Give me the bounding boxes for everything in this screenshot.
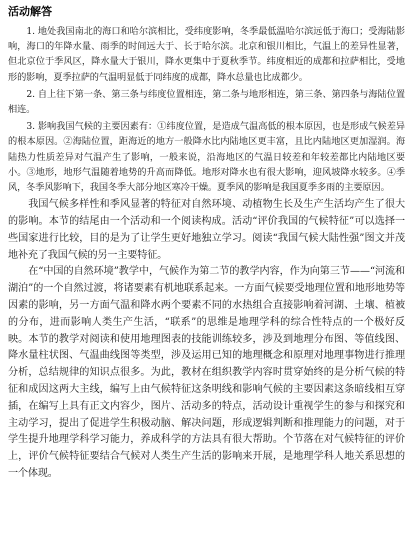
paragraph-2: 在“中国的自然环境”教学中，气候作为第二节的教学内容，作为向第三节——“河流和湖泊”的一个自然过渡，将诸要素有机地联系起来。一方面气候要受地理位置和地形地势等因素的影响，另一方面气温和降水两个要素不同的水热组合直接影响着河湖、土壤、植被的分布，进而影响人类生产生活，“联系”的思维是地理学科的综合性特点的一个极好反映。本节的教学对阅读和使用地理图表的技能训练较多，涉及到地理分布图、等值线图、降水量柱状图、气温曲线图等类型，涉及运用已知的地理概念和原理对地理事物进行推理分析，总结规律的知识点很多。为此，教材在组织教学内容时贯穿始终的是分析气候的特征和成因这两大主线，编写上由气候特征这条明线和影响气候的主要因素这条暗线相互穿插，在编写上具有正文内容少，图片、活动多的特点，活动设计重视学生的参与和探究和主动学习，提出了促进学生积极动脑、解决问题，形成逻辑判断和推理能力的问题，对于学生提升地理学科学习能力，养成科学的方法具有很大帮助。个节落在对气候特征的评价上，评价气候特征要结合气候对人类生产生活的影响来开展，是地理学科人地关系思想的一个体现。	[8, 266, 405, 479]
paragraph-1: 我国气候多样性和季风显著的特征对自然环境、动植物生长及生产生活均产生了很大的影响。本节的结尾由一个活动和一个阅读构成。活动“评价我国的气候特征”可以选择一些国家进行比较，目的是为了让学生更好地独立学习。阅读“我国气候大陆性强”图文并茂地补充了我国气候的另一主要特征。	[8, 199, 405, 261]
answer-item-3: 3. 影响我国气候的主要因素有：①纬度位置，是造成气温高低的根本原因，也是形成气候差异的根本原因。②海陆位置，距海近的地方一般降水比内陆地区更丰富，且比内陆地区更加湿润。海陆热力性质差异对气温产生了影响，一般来说，沿海地区的气温日较差和年较差都比内陆地区要小。③地形，地形气温随着地势的升高而降低。地形对降水也有很大影响，迎风坡降水较多。④季风，冬季风影响下，我国冬季大部分地区寒冷干燥。夏季风的影响是我国夏季多雨的主要原因。	[8, 121, 405, 194]
body-text	[8, 197, 405, 483]
answer-list	[8, 24, 405, 195]
section-title: 活动解答	[8, 5, 52, 18]
answer-item-1: 1. 地处我国南北的海口和哈尔滨相比，受纬度影响，冬季最低温哈尔滨远低于海口；受海陆影响，海口的年降水量、雨季的时间远大于、长于哈尔滨。北京和银川相比，气温上的差异性显著，但北京位于季风区，降水量大于银川，降水更集中于夏秋季节。纬度相近的成都和拉萨相比，受地形的影响，夏季拉萨的气温明显低于同纬度的成都，降水总量也比成都少。	[8, 26, 405, 83]
answer-item-2: 2. 自上往下第一条、第三条与纬度位置相连，第二条与地形相连，第三条、第四条与海陆位置相连。	[8, 88, 405, 116]
